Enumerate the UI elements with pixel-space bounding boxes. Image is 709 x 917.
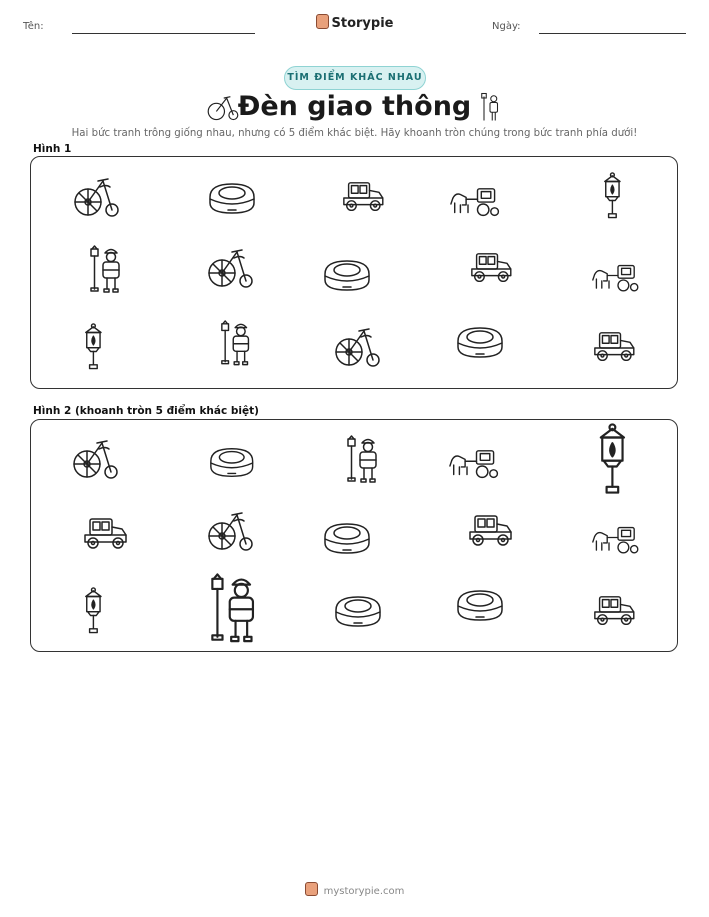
- panel-1-label: Hình 1: [33, 143, 72, 155]
- activity-badge: TÌM ĐIỂM KHÁC NHAU: [284, 66, 426, 90]
- policeman-icon[interactable]: [345, 435, 381, 487]
- car-icon[interactable]: [82, 515, 130, 555]
- button-icon[interactable]: [455, 586, 505, 626]
- carriage-icon[interactable]: [449, 185, 500, 223]
- panel-2-label: Hình 2 (khoanh tròn 5 điểm khác biệt): [33, 405, 259, 417]
- date-line[interactable]: [539, 33, 686, 34]
- car-icon[interactable]: [341, 179, 387, 217]
- title-policeman-icon: [477, 92, 503, 122]
- bicycle-icon[interactable]: [207, 246, 255, 294]
- button-icon[interactable]: [207, 179, 257, 219]
- policeman-icon[interactable]: [208, 573, 260, 647]
- footer-url: mystorypie.com: [323, 886, 405, 897]
- policeman-icon[interactable]: [219, 320, 253, 370]
- policeman-icon[interactable]: [88, 245, 124, 297]
- carriage-icon[interactable]: [448, 447, 499, 485]
- lamp-icon[interactable]: [82, 323, 105, 375]
- name-label: Tên:: [23, 21, 44, 32]
- storypie-logo-icon: [316, 14, 329, 29]
- lamp-icon[interactable]: [601, 172, 624, 224]
- bicycle-icon[interactable]: [72, 437, 120, 485]
- footer: [0, 882, 709, 897]
- carriage-icon[interactable]: [591, 524, 640, 560]
- page-title: Đèn giao thông: [237, 91, 472, 122]
- date-label: Ngày:: [492, 21, 521, 32]
- brand-logo: [0, 14, 709, 31]
- instructions: Hai bức tranh trông giống nhau, nhưng có 5 điểm khác biệt. Hãy khoanh tròn chúng trong bức tranh phía dưới!: [71, 128, 638, 139]
- lamp-icon[interactable]: [82, 587, 105, 639]
- button-icon[interactable]: [322, 256, 372, 296]
- car-icon[interactable]: [469, 250, 515, 288]
- footer-logo-icon: [305, 882, 318, 896]
- car-icon[interactable]: [467, 512, 515, 552]
- title-bicycle-icon: [206, 92, 240, 122]
- car-icon[interactable]: [592, 329, 638, 367]
- name-line[interactable]: [72, 33, 255, 34]
- button-icon[interactable]: [322, 519, 372, 559]
- button-icon[interactable]: [333, 592, 383, 632]
- button-icon[interactable]: [455, 323, 505, 363]
- bicycle-icon[interactable]: [334, 325, 382, 373]
- car-icon[interactable]: [592, 593, 638, 631]
- brand-name: Storypie: [331, 16, 394, 31]
- button-icon[interactable]: [208, 444, 256, 482]
- bicycle-icon[interactable]: [73, 175, 121, 223]
- carriage-icon[interactable]: [591, 262, 640, 298]
- lamp-icon[interactable]: [595, 423, 630, 500]
- bicycle-icon[interactable]: [207, 509, 255, 557]
